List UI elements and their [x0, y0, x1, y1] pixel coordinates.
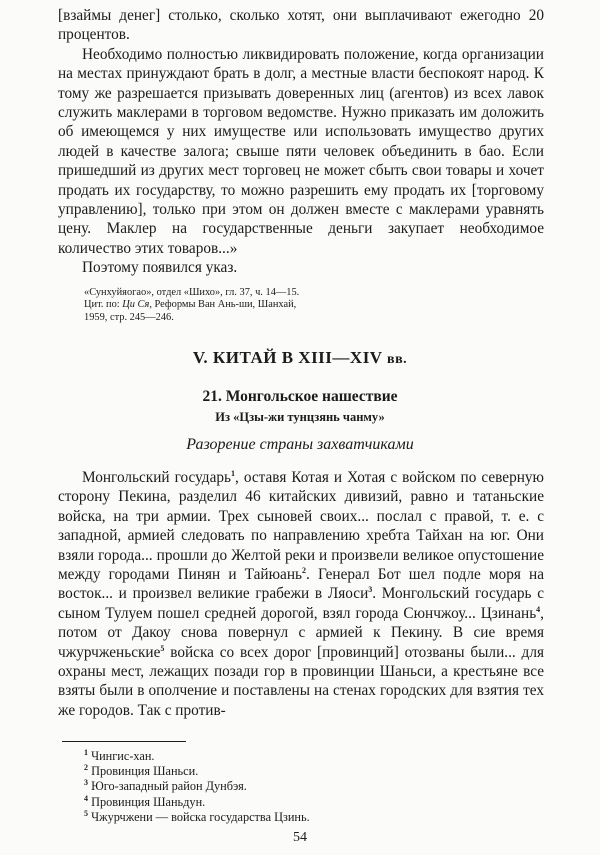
footnote-text: Юго-западный район Дунбэя.: [91, 779, 247, 794]
footnote-number: 4: [84, 793, 88, 803]
source-citation: [84, 287, 384, 324]
chapter-title-suffix: вв.: [387, 352, 408, 367]
footnote-divider: [62, 741, 186, 742]
footnote-text: Чингис-хан.: [91, 749, 155, 763]
footnote: [84, 810, 310, 825]
citation-author: Ци Ся,: [122, 299, 152, 311]
citation-prefix: Цит. по:: [84, 299, 123, 311]
citation-line: [84, 299, 384, 311]
footnote-text: Чжурчжени — войска государства Цзинь.: [91, 809, 310, 824]
page-number: 54: [293, 830, 307, 845]
section-source: Из «Цзы-жи тунцзянь чанму»: [215, 410, 385, 424]
chapter-title: V. КИТАЙ В XIII—XIV: [192, 348, 383, 367]
text-run: Монгольский государь: [82, 469, 231, 486]
section-title: 21. Монгольское нашествие: [202, 388, 398, 405]
text-run: , оставя Котая и Хотая с войском по северную сторону Пекина, разделил 46 китайских дивизий, равно и татаньские войска, на три армии. Трех сыновей своих... послал с правой, т. е. с западной, армией следовать по направлению хребта Тайхан на юг. Они взяли города... прошли до Желтой реки и произвели великое опустошение между городами Пинян и Тайюань: [58, 469, 544, 584]
citation-line: «Сунхуйяогао», отдел «Шихо», гл. 37, ч. 14—15.: [84, 287, 300, 298]
footnote-number: 5: [84, 808, 88, 818]
footnote-ref: 4: [536, 604, 541, 614]
footnote-number: 2: [84, 763, 88, 773]
footnote-number: 3: [84, 778, 88, 788]
footnote: [84, 779, 310, 794]
main-text: [58, 468, 544, 720]
footnote-ref: 1: [231, 468, 235, 478]
text-run: . Монгольский государь с сыном Тулуем пошел средней дорогой, взял города Сюнчжоу... Цзинань: [58, 585, 544, 622]
paragraph: Необходимо полностью ликвидировать положение, когда организации на местах принуждают брать в долг, а местные власти беспокоят народ. К тому же разрешается призывать доверенных лиц (агентов) из всех лавок служить маклерами в торговом ведомстве. Нужно приказать им доложить об имеющемся у них имуществе или использовать имущество других людей в качестве залога; свыше пяти человек объединить в бао. Если пришедший из других мест торговец не может сбыть свои товары и хочет продать их государству, то можно разрешить ему продать их [торговому управлению], только при этом он должен вместе с маклерами уравнять цену. Маклер на государственные деньги закупает необходимое количество этих товаров...»: [58, 45, 544, 257]
footnote-number: 1: [84, 747, 88, 757]
text-run: войска со всех дорог [провинций] отозваны были... для охраны мест, лежащих позади гор в провинции Шаньси, а крестьяне все взяты были в ополчение и поставлены на стенах городских для взятия тех же городов. Так с против-: [58, 643, 544, 719]
paragraph: [58, 468, 544, 720]
citation-title: Реформы Ван Ань-ши, Шанхай,: [151, 299, 297, 311]
footnote-ref: 5: [160, 643, 165, 653]
footnote: [84, 749, 310, 764]
footnotes: [84, 749, 310, 825]
paragraph: [взаймы денег] столько, сколько хотят, они выплачивают ежегодно 20 процентов.: [58, 7, 544, 44]
footnote: [84, 795, 310, 810]
section-subtitle: Разорение страны захватчиками: [186, 436, 414, 453]
citation-line: 1959, стр. 245—246.: [84, 311, 174, 323]
footnote: [84, 764, 310, 779]
text-run: , потом от Дакоу снова повернул с армией к Пекину. В сие время чжурчженьские: [58, 604, 544, 661]
footnote-ref: 3: [368, 585, 373, 595]
chapter-heading: [0, 348, 600, 368]
footnote-text: Провинция Шаньдун.: [91, 794, 206, 809]
text-run: . Генерал Бот шел подле моря на восток... и произвел великие грабежи в Ляоси: [58, 566, 544, 603]
intro-text: [58, 6, 544, 278]
footnote-ref: 2: [302, 565, 306, 575]
footnote-text: Провинция Шаньси.: [91, 764, 199, 779]
paragraph: Поэтому появился указ.: [82, 259, 238, 277]
